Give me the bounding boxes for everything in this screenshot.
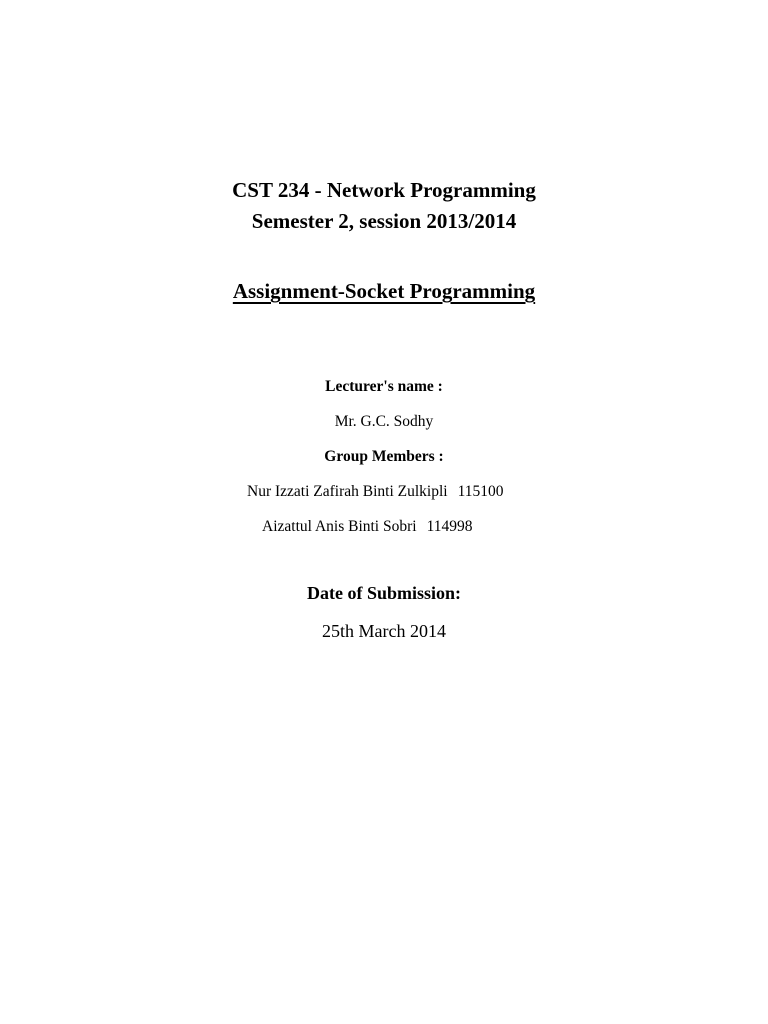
submission-label: Date of Submission: [306, 583, 462, 603]
member-name: Nur Izzati Zafirah Binti Zulkipli [247, 483, 448, 500]
submission-date: 25th March 2014 [322, 621, 446, 641]
group-member-row [247, 484, 504, 500]
lecturer-name: Mr. G.C. Sodhy [334, 413, 434, 430]
member-id: 114998 [426, 518, 473, 535]
semester-line: Semester 2, session 2013/2014 [251, 209, 517, 233]
assignment-title: Assignment-Socket Programming [232, 279, 536, 303]
course-title: CST 234 - Network Programming [232, 178, 536, 202]
member-id: 115100 [457, 483, 504, 500]
member-name: Aizattul Anis Binti Sobri [262, 518, 417, 535]
lecturer-label: Lecturer's name : [325, 378, 443, 395]
group-members-label: Group Members : [324, 448, 444, 465]
group-member-row [262, 519, 473, 535]
